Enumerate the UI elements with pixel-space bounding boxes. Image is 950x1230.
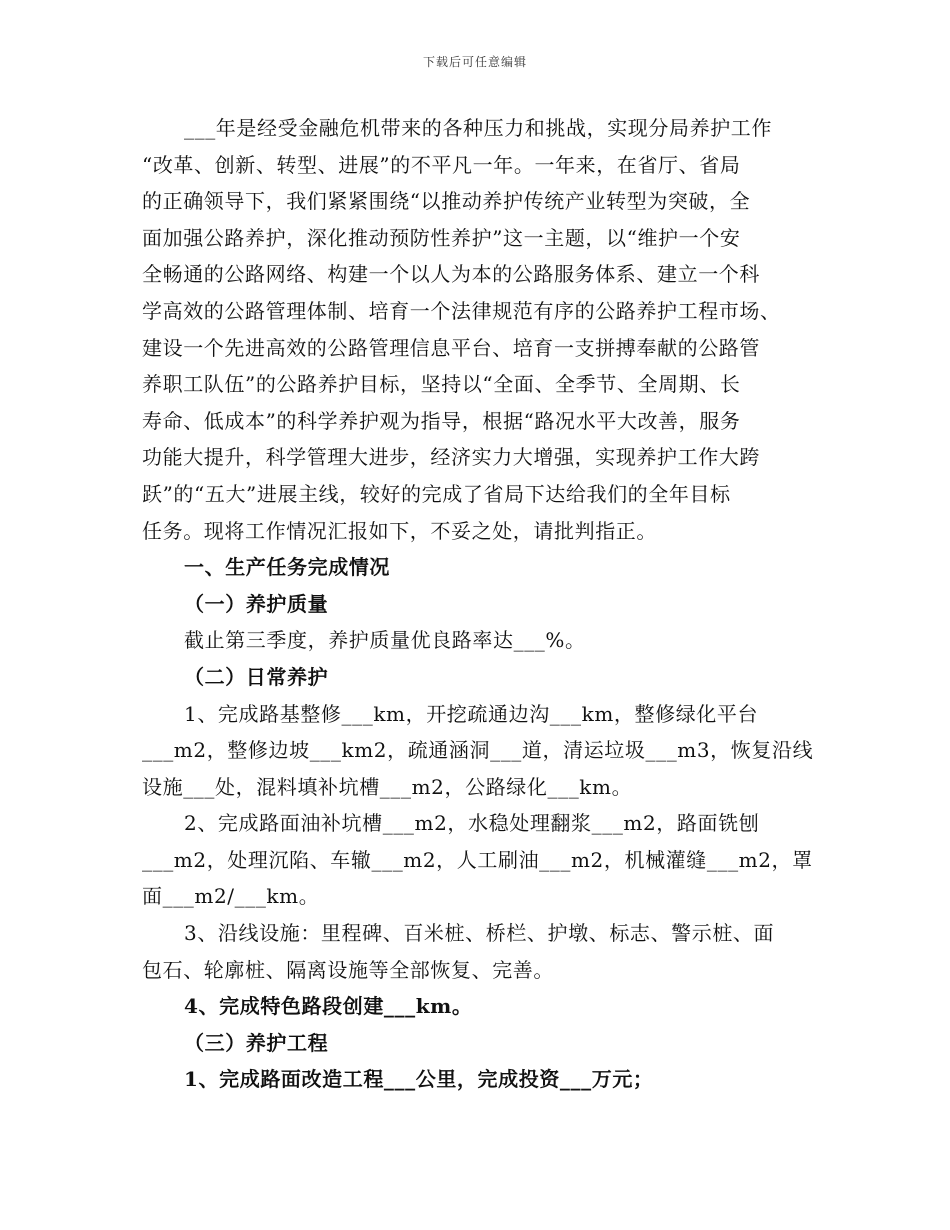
body-text-line: 的正确领导下，我们紧紧围绕“以推动养护传统产业转型为突破，全: [142, 189, 751, 214]
body-text-line: 面___m2/___km。: [142, 884, 320, 909]
body-text-line: 包石、轮廓桩、隔离设施等全部恢复、完善。: [142, 957, 554, 982]
body-text-line: 任务。现将工作情况汇报如下，不妥之处，请批判指正。: [142, 518, 657, 543]
body-text-line: ___m2，处理沉陷、车辙___m2，人工刷油___m2，机械灌缝___m2，罩: [142, 847, 813, 872]
body-text-line: 学高效的公路管理体制、培育一个法律规范有序的公路养护工程市场、: [142, 298, 781, 323]
body-text-line: ___年是经受金融危机带来的各种压力和挑战，实现分局养护工作: [184, 116, 772, 140]
section-heading-line: 1、完成路面改造工程___公里，完成投资___万元；: [184, 1067, 654, 1092]
section-heading-line: 4、完成特色路段创建___km。: [184, 994, 473, 1019]
body-text-line: 养职工队伍”的公路养护目标，坚持以“全面、全季节、全周期、长: [142, 372, 741, 397]
body-text-line: 1、完成路基整修___km，开挖疏通边沟___km，整修绿化平台: [184, 701, 759, 726]
body-text-line: 面加强公路养护，深化推动预防性养护”这一主题，以“维护一个安: [142, 225, 741, 250]
body-text-line: 跃”的“五大”进展主线，较好的完成了省局下达给我们的全年目标: [142, 481, 731, 506]
section-heading-line: 一、生产任务完成情况: [184, 555, 390, 580]
body-text-line: 寿命、低成本”的科学养护观为指导，根据“路况水平大改善，服务: [142, 408, 741, 433]
body-text-line: “改革、创新、转型、进展”的不平凡一年。一年来，在省厅、省局: [142, 152, 741, 177]
document-body: [142, 110, 814, 1098]
body-text-line: 3、沿线设施：里程碑、百米桩、桥栏、护墩、标志、警示桩、面: [184, 921, 775, 946]
body-text-line: 设施___处，混料填补坑槽___m2，公路绿化___km。: [142, 774, 633, 799]
body-text-line: 2、完成路面油补坑槽___m2，水稳处理翻浆___m2，路面铣刨: [184, 811, 760, 836]
body-text-line: 功能大提升，科学管理大进步，经济实力大增强，实现养护工作大跨: [142, 445, 760, 470]
section-heading-line: （二）日常养护: [184, 664, 329, 689]
section-heading-line: （一）养护质量: [184, 591, 329, 616]
section-heading-line: （三）养护工程: [184, 1030, 329, 1055]
body-text-line: 全畅通的公路网络、构建一个以人为本的公路服务体系、建立一个科: [142, 262, 760, 287]
body-text-line: ___m2，整修边坡___km2，疏通涵洞___道，清运垃圾___m3，恢复沿线: [142, 738, 814, 763]
header-note: 下载后可任意编辑: [422, 55, 527, 69]
body-text-line: 建设一个先进高效的公路管理信息平台、培育一支拼搏奉献的公路管: [142, 335, 760, 360]
body-text-line: 截止第三季度，养护质量优良路率达___%。: [184, 628, 586, 653]
